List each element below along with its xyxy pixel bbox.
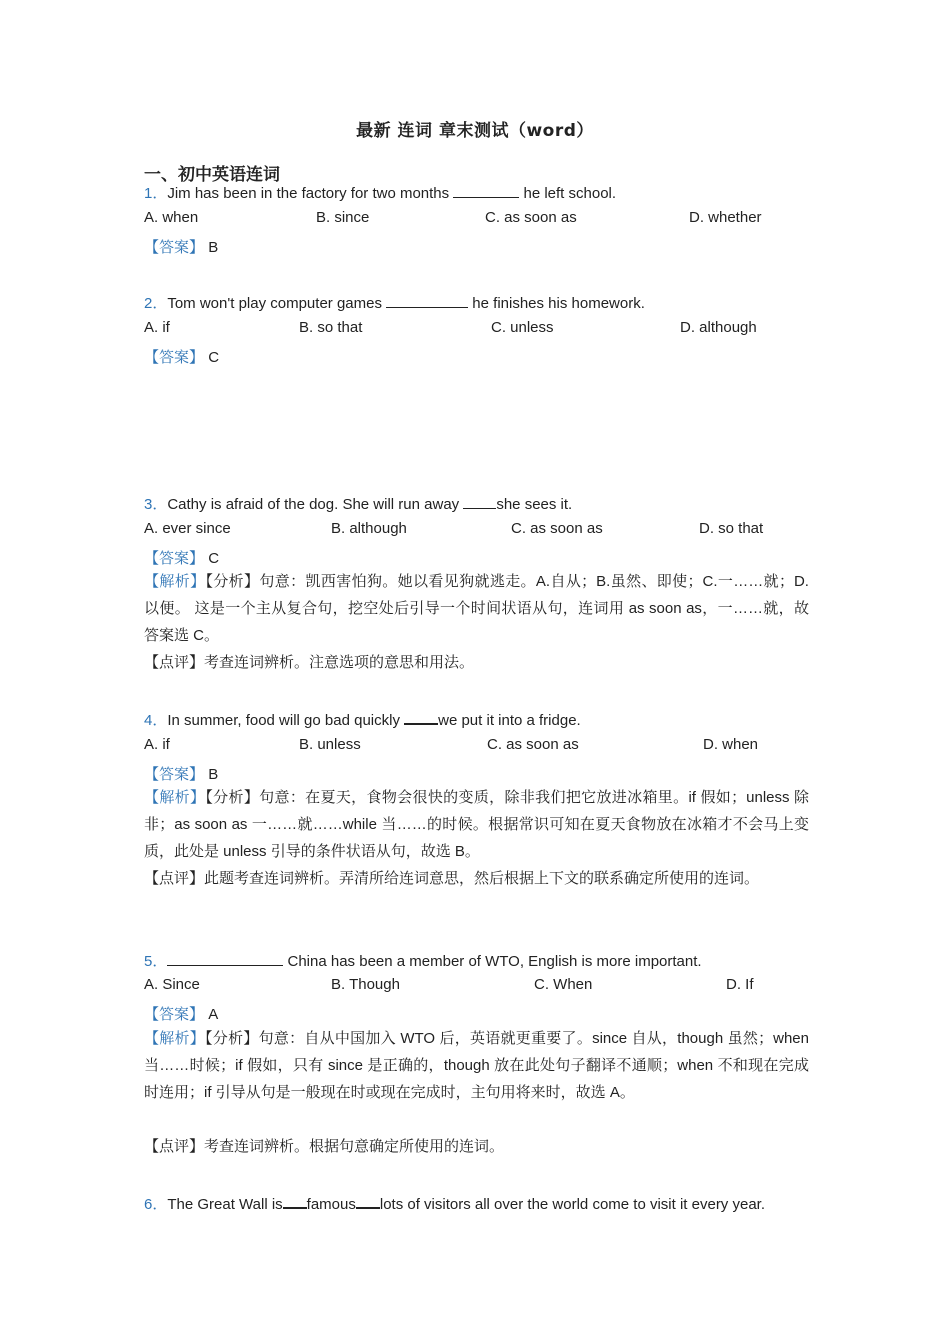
option-b: B. although: [331, 520, 407, 537]
option-a: A. Since: [144, 976, 200, 993]
analysis-paragraph: [144, 784, 809, 865]
question-4-stem: 4．In summer, food will go bad quickly we put it into a fridge.: [144, 712, 581, 729]
analysis-paragraph: [144, 568, 809, 649]
option-c: C. as soon as: [511, 520, 603, 537]
option-a: A. if: [144, 319, 170, 336]
analysis-label: 【解析】: [144, 1030, 206, 1047]
option-a: A. ever since: [144, 520, 231, 537]
question-number: 6．: [144, 1196, 168, 1213]
answer-label: 【答案】: [144, 239, 205, 256]
answer-blank: [453, 184, 519, 198]
option-a: A. if: [144, 736, 170, 753]
answer-label: 【答案】: [144, 1006, 205, 1023]
answer-blank: [356, 1194, 380, 1209]
option-c: C. as soon as: [487, 736, 579, 753]
question-3-stem: 3．Cathy is afraid of the dog. She will run away she sees it.: [144, 496, 573, 513]
question-number: 3．: [144, 496, 168, 513]
option-d: D. whether: [689, 209, 762, 226]
option-d: D. although: [680, 319, 757, 336]
option-c: C. unless: [491, 319, 554, 336]
answer-blank: [463, 495, 496, 509]
analysis-paragraph: [144, 1025, 809, 1106]
comment-paragraph: 【点评】此题考查连词辨析。弄清所给连词意思，然后根据上下文的联系确定所使用的连词。: [144, 870, 760, 887]
option-d: D. so that: [699, 520, 764, 537]
option-c: C. as soon as: [485, 209, 577, 226]
option-d: D. when: [703, 736, 759, 753]
option-b: B. unless: [299, 736, 361, 753]
question-number: 5．: [144, 953, 168, 970]
answer-line: [144, 763, 218, 784]
question-number: 1．: [144, 185, 168, 202]
answer-line: [144, 547, 219, 568]
answer-line: [144, 1003, 218, 1024]
analysis-text: 【分析】句意：凯西害怕狗。她以看见狗就逃走。A.自从；B.虽然、即使；C.一……就；D.以便。 这是一个主从复合句，挖空处后引导一个时间状语从句，连词用 as soon as，一……就，故答案选 C。: [144, 573, 809, 644]
answer-label: 【答案】: [144, 550, 205, 567]
question-number: 4．: [144, 712, 168, 729]
answer-value: C: [208, 349, 220, 366]
answer-label: 【答案】: [144, 349, 205, 366]
question-number: 2．: [144, 295, 168, 312]
answer-blank: [167, 952, 283, 966]
answer-label: 【答案】: [144, 766, 205, 783]
answer-line: [144, 236, 218, 257]
option-c: C. When: [534, 976, 593, 993]
question-6-stem: 6．The Great Wall is famous lots of visitors all over the world come to visit it every year.: [144, 1196, 765, 1213]
option-b: B. Though: [331, 976, 400, 993]
answer-blank: [386, 294, 468, 308]
answer-value: B: [208, 239, 219, 256]
option-b: B. so that: [299, 319, 363, 336]
answer-line: [144, 346, 219, 367]
answer-blank: [404, 710, 438, 725]
section-heading: 一、初中英语连词: [144, 165, 280, 185]
analysis-text: 【分析】句意：在夏天，食物会很快的变质，除非我们把它放进冰箱里。if 假如；unless 除非；as soon as 一……就……while 当……的时候。根据常识可知在夏天食物放在冰箱才不会马上变质，此处是 unless 引导的条件状语从句，故选 B。: [144, 789, 809, 860]
answer-value: B: [208, 766, 219, 783]
comment-paragraph: 【点评】考查连词辨析。根据句意确定所使用的连词。: [144, 1138, 505, 1155]
answer-value: A: [208, 1006, 219, 1023]
question-5-stem: 5． China has been a member of WTO, English is more important.: [144, 953, 702, 970]
answer-value: C: [208, 550, 220, 567]
comment-paragraph: 【点评】考查连词辨析。注意选项的意思和用法。: [144, 654, 475, 671]
option-b: B. since: [316, 209, 370, 226]
question-2-stem: 2．Tom won't play computer games he finishes his homework.: [144, 295, 645, 312]
option-d: D. If: [726, 976, 754, 993]
answer-blank: [283, 1194, 307, 1209]
option-a: A. when: [144, 209, 199, 226]
analysis-label: 【解析】: [144, 573, 206, 590]
document-title: 最新 连词 章末测试（word）: [356, 121, 594, 141]
analysis-text: 【分析】句意：自从中国加入 WTO 后，英语就更重要了。since 自从，though 虽然；when 当……时候；if 假如，只有 since 是正确的，though 放在此处句子翻译不通顺；when 不和现在完成时连用；if 引导从句是一般现在时或现在完成时，主句用将来时，故选 A。: [144, 1030, 809, 1101]
analysis-label: 【解析】: [144, 789, 206, 806]
question-1-stem: 1．Jim has been in the factory for two months he left school.: [144, 185, 617, 202]
